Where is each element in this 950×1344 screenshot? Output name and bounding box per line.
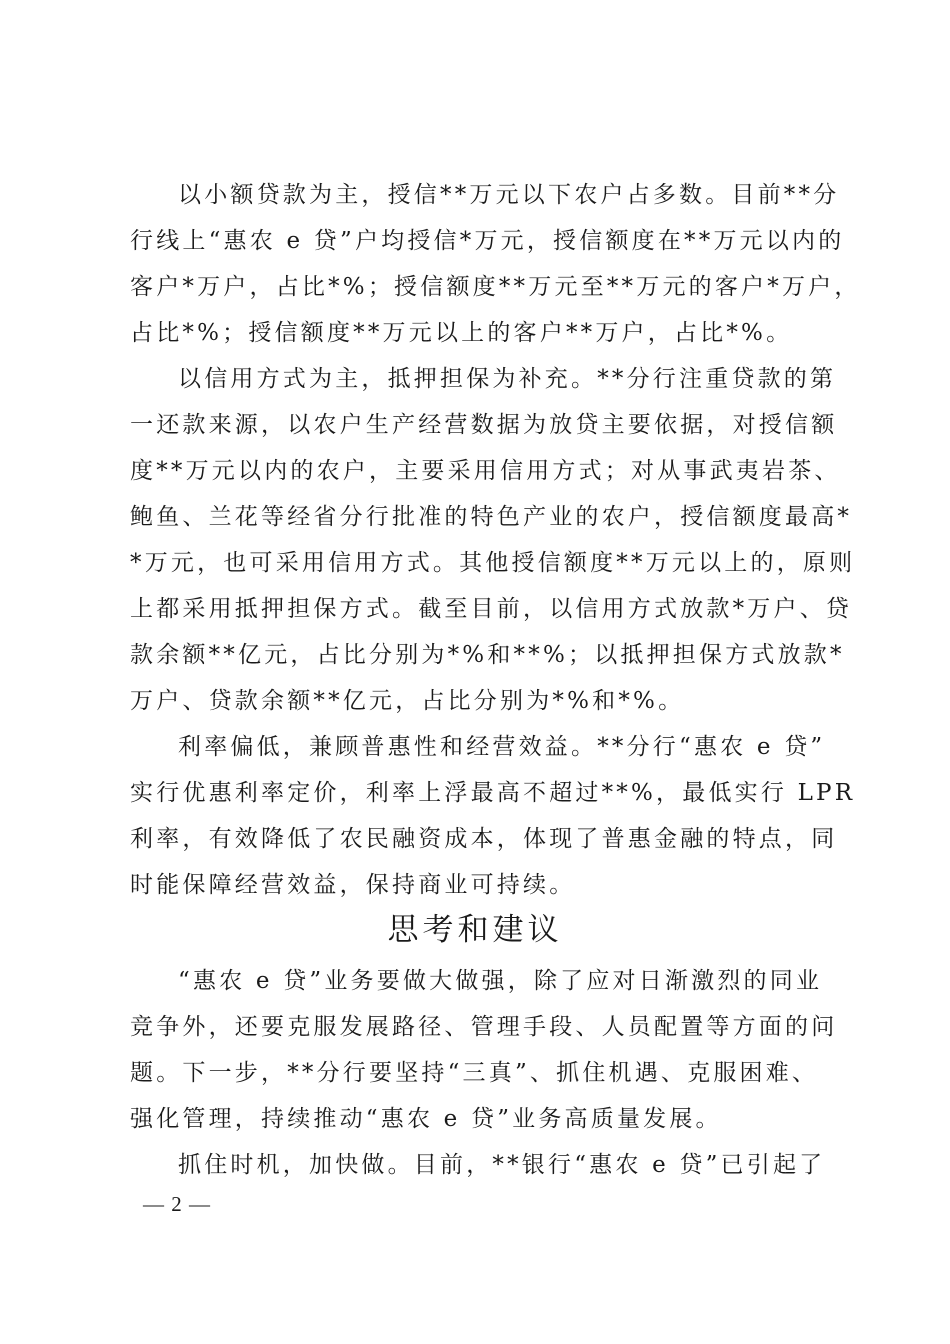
paragraph-2-line-8: 万户、贷款余额**亿元，占比分别为*%和*%。	[130, 688, 685, 714]
paragraph-2-line-4: 鲍鱼、兰花等经省分行批准的特色产业的农户，授信额度最高*	[130, 504, 853, 530]
paragraph-3-line-3: 利率，有效降低了农民融资成本，体现了普惠金融的特点，同	[130, 826, 838, 852]
section-heading: 思考和建议	[387, 912, 563, 948]
paragraph-2-line-2: 一还款来源，以农户生产经营数据为放贷主要依据，对授信额	[130, 412, 838, 438]
paragraph-4-line-2: 竞争外，还要克服发展路径、管理手段、人员配置等方面的问	[130, 1014, 838, 1040]
paragraph-2-line-6: 上都采用抵押担保方式。截至目前，以信用方式放款*万户、贷	[130, 596, 853, 622]
page-number: — 2 —	[143, 1192, 211, 1216]
paragraph-2-line-3: 度**万元以内的农户，主要采用信用方式；对从事武夷岩茶、	[130, 458, 841, 484]
paragraph-2-line-5: *万元，也可采用信用方式。其他授信额度**万元以上的，原则	[130, 550, 856, 576]
paragraph-4-line-1: “惠农 e 贷”业务要做大做强，除了应对日渐激烈的同业	[178, 968, 823, 994]
paragraph-1-line-1: 以小额贷款为主，授信**万元以下农户占多数。目前**分	[178, 182, 840, 208]
paragraph-3-line-4: 时能保障经营效益，保持商业可持续。	[130, 872, 576, 898]
paragraph-2-line-7: 款余额**亿元，占比分别为*%和**%；以抵押担保方式放款*	[130, 642, 845, 668]
paragraph-2-line-1: 以信用方式为主，抵押担保为补充。**分行注重贷款的第	[178, 366, 837, 392]
paragraph-1-line-4: 占比*%；授信额度**万元以上的客户**万户，占比*%。	[130, 320, 793, 346]
paragraph-1-line-2: 行线上“惠农 e 贷”户均授信*万元，授信额度在**万元以内的	[130, 228, 845, 254]
paragraph-3-line-2: 实行优惠利率定价，利率上浮最高不超过**%，最低实行 LPR	[130, 780, 856, 806]
paragraph-4-line-4: 强化管理，持续推动“惠农 e 贷”业务高质量发展。	[130, 1106, 722, 1132]
paragraph-5-line-1: 抓住时机，加快做。目前，**银行“惠农 e 贷”已引起了	[178, 1152, 826, 1178]
paragraph-3-line-1: 利率偏低，兼顾普惠性和经营效益。**分行“惠农 e 贷”	[178, 734, 826, 760]
paragraph-4-line-3: 题。下一步，**分行要坚持“三真”、抓住机遇、克服困难、	[130, 1060, 819, 1086]
paragraph-1-line-3: 客户*万户，占比*%；授信额度**万元至**万元的客户*万户，	[130, 274, 861, 300]
